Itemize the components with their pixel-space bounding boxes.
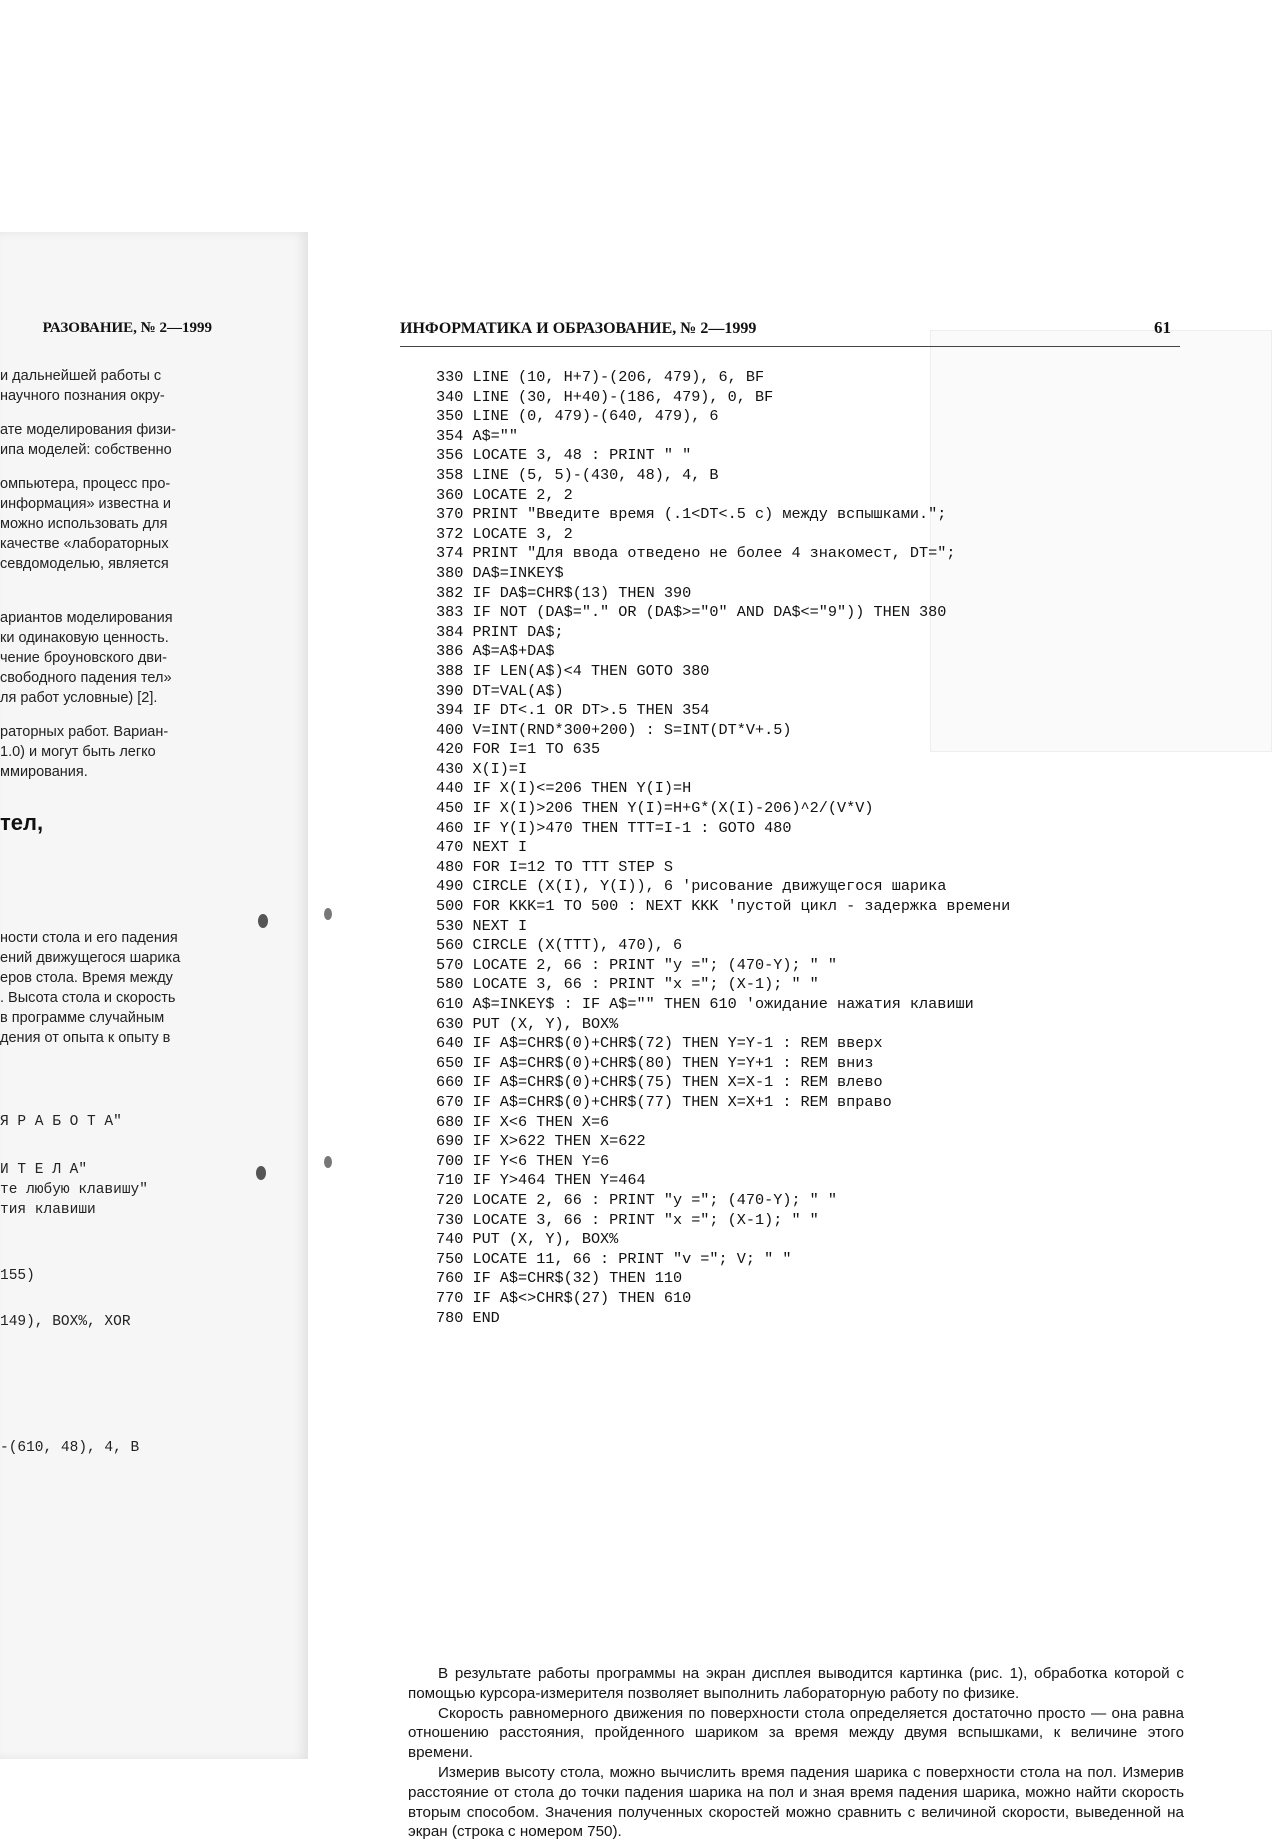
paragraph: Скорость равномерного движения по поверхности стола определяется достаточно просто — она равна отношению расстояния, пройденного шариком за время между двумя вспышками, к величине этого времени. [408, 1704, 1184, 1762]
basic-code-listing [436, 368, 1196, 1328]
code-line: 630 PUT (X, Y), BOX% [436, 1014, 619, 1033]
code-line: 356 LOCATE 3, 48 : PRINT " " [436, 446, 692, 465]
left-text-line: можно использовать для [0, 516, 168, 532]
code-line: 660 IF A$=CHR$(0)+CHR$(75) THEN X=X-1 : REM влево [436, 1073, 883, 1092]
code-line: 360 LOCATE 2, 2 [436, 485, 573, 504]
code-line: 690 IF X>622 THEN X=622 [436, 1132, 646, 1151]
left-text-line: ммирования. [0, 764, 88, 780]
left-text-line: ате моделирования физи- [0, 422, 176, 438]
left-text-line: ариантов моделирования [0, 610, 173, 626]
left-text-line: . Высота стола и скорость [0, 990, 176, 1006]
code-line: 440 IF X(I)<=206 THEN Y(I)=H [436, 779, 692, 798]
left-text-line: ений движущегося шарика [0, 950, 181, 966]
left-text-line: ности стола и его падения [0, 930, 178, 946]
left-code-line: И Т Е Л А" [0, 1162, 88, 1178]
code-line: 640 IF A$=CHR$(0)+CHR$(72) THEN Y=Y-1 : REM вверх [436, 1034, 883, 1053]
code-line: 610 A$=INKEY$ : IF A$="" THEN 610 'ожидание нажатия клавиши [436, 995, 974, 1013]
code-line: 383 IF NOT (DA$="." OR (DA$>="0" AND DA$<="9")) THEN 380 [436, 603, 947, 622]
left-code-line: -(610, 48), 4, B [0, 1440, 140, 1456]
code-line: 380 DA$=INKEY$ [436, 563, 564, 582]
code-line: 384 PRINT DA$; [436, 622, 564, 641]
code-line: 580 LOCATE 3, 66 : PRINT "x ="; (X-1); " " [436, 975, 819, 994]
left-page-header: РАЗОВАНИЕ, № 2—1999 [42, 320, 212, 336]
code-line: 330 LINE (10, H+7)-(206, 479), 6, BF [436, 368, 765, 386]
code-line: 730 LOCATE 3, 66 : PRINT "x ="; (X-1); " " [436, 1210, 819, 1229]
code-line: 382 IF DA$=CHR$(13) THEN 390 [436, 583, 692, 602]
code-line: 700 IF Y<6 THEN Y=6 [436, 1151, 610, 1170]
left-text-line: информация» известна и [0, 496, 171, 512]
left-text-line: свободного падения тел» [0, 670, 172, 686]
left-text-line: дения от опыта к опыту в [0, 1030, 171, 1046]
left-text-line: ипа моделей: собственно [0, 442, 172, 458]
code-line: 720 LOCATE 2, 66 : PRINT "y ="; (470-Y); " " [436, 1190, 838, 1209]
code-line: 394 IF DT<.1 OR DT>.5 THEN 354 [436, 701, 710, 720]
punch-hole [256, 1166, 266, 1180]
code-line: 740 PUT (X, Y), BOX% [436, 1230, 619, 1249]
code-line: 460 IF Y(I)>470 THEN TTT=I-1 : GOTO 480 [436, 818, 792, 837]
code-line: 760 IF A$=CHR$(32) THEN 110 [436, 1269, 683, 1288]
left-text-line: 1.0) и могут быть легко [0, 744, 156, 760]
code-line: 560 CIRCLE (X(TTT), 470), 6 [436, 936, 683, 955]
code-line: 480 FOR I=12 TO TTT STEP S [436, 857, 673, 876]
header-rule [400, 346, 1180, 347]
page-header: ИНФОРМАТИКА И ОБРАЗОВАНИЕ, № 2—1999 [400, 320, 757, 337]
left-code-line: те любую клавишу" [0, 1182, 148, 1198]
code-line: 372 LOCATE 3, 2 [436, 524, 573, 543]
left-text-line: ки одинаковую ценность. [0, 630, 169, 646]
code-line: 650 IF A$=CHR$(0)+CHR$(80) THEN Y=Y+1 : REM вниз [436, 1053, 874, 1072]
left-text-line: научного познания окру- [0, 388, 165, 404]
left-text-line: еров стола. Время между [0, 970, 173, 986]
code-line: 370 PRINT "Введите время (.1<DT<.5 c) между вспышками."; [436, 505, 947, 524]
left-text-line: ля работ условные) [2]. [0, 690, 158, 706]
code-line: 354 A$="" [436, 426, 519, 445]
paragraph: В результате работы программы на экран дисплея выводится картинка (рис. 1), обработка которой с помощью курсора-измерителя позволяет выполнить лабораторную работу по физике. [408, 1665, 1184, 1702]
code-line: 780 END [436, 1308, 500, 1327]
code-line: 340 LINE (30, H+40)-(186, 479), 0, BF [436, 387, 774, 406]
left-text-line: севдомоделью, является [0, 556, 169, 572]
code-line: 710 IF Y>464 THEN Y=464 [436, 1171, 646, 1190]
left-code-line: тия клавиши [0, 1202, 96, 1218]
left-text-line: в программе случайным [0, 1010, 165, 1026]
code-line: 400 V=INT(RND*300+200) : S=INT(DT*V+.5) [436, 720, 792, 739]
left-page [0, 232, 308, 1759]
code-line: 680 IF X<6 THEN X=6 [436, 1112, 610, 1131]
code-line: 500 FOR KKK=1 TO 500 : NEXT KKK 'пустой цикл - задержка времени [436, 897, 1011, 916]
code-line: 770 IF A$<>CHR$(27) THEN 610 [436, 1288, 692, 1307]
right-page [308, 232, 1280, 1841]
code-line: 386 A$=A$+DA$ [436, 642, 555, 661]
code-line: 430 X(I)=I [436, 759, 528, 778]
code-line: 450 IF X(I)>206 THEN Y(I)=H+G*(X(I)-206)^2/(V*V) [436, 799, 874, 818]
left-text-line: чение броуновского дви- [0, 650, 167, 666]
page-number: 61 [1154, 318, 1171, 337]
left-code-line: Я Р А Б О Т А" [0, 1114, 122, 1130]
left-code-line: 155) [0, 1268, 35, 1284]
code-line: 358 LINE (5, 5)-(430, 48), 4, B [436, 465, 719, 484]
code-line: 750 LOCATE 11, 66 : PRINT "v ="; V; " " [436, 1249, 792, 1268]
left-text-line: омпьютера, процесс про- [0, 476, 171, 492]
left-code-line: 149), BOX%, XOR [0, 1314, 131, 1330]
code-line: 470 NEXT I [436, 838, 528, 857]
article-text [408, 1664, 1184, 1842]
punch-hole [258, 914, 268, 928]
code-line: 390 DT=VAL(A$) [436, 681, 564, 700]
left-text-line: качестве «лабораторных [0, 536, 169, 552]
punch-hole [324, 1156, 332, 1168]
code-line: 374 PRINT "Для ввода отведено не более 4 знакомест, DT="; [436, 544, 956, 563]
left-section-title: тел, [0, 810, 44, 835]
left-text-line: и дальнейшей работы с [0, 368, 162, 384]
code-line: 350 LINE (0, 479)-(640, 479), 6 [436, 407, 719, 426]
code-line: 490 CIRCLE (X(I), Y(I)), 6 'рисование движущегося шарика [436, 877, 947, 896]
code-line: 670 IF A$=CHR$(0)+CHR$(77) THEN X=X+1 : REM вправо [436, 1092, 892, 1111]
code-line: 420 FOR I=1 TO 635 [436, 740, 601, 759]
left-text-line: раторных работ. Вариан- [0, 724, 169, 740]
code-line: 530 NEXT I [436, 916, 528, 935]
code-line: 570 LOCATE 2, 66 : PRINT "y ="; (470-Y); " " [436, 955, 838, 974]
punch-hole [324, 908, 332, 920]
paragraph: Измерив высоту стола, можно вычислить время падения шарика с поверхности стола на пол. Измерив расстояние от стола до точки падения шарика на пол и зная время падения шарика, можно найти скорость вторым способом. Значения полученных скоростей можно сравнить с величиной скорости, выведенной на экран (строка с номером 750). [408, 1763, 1184, 1841]
code-line: 388 IF LEN(A$)<4 THEN GOTO 380 [436, 661, 710, 680]
